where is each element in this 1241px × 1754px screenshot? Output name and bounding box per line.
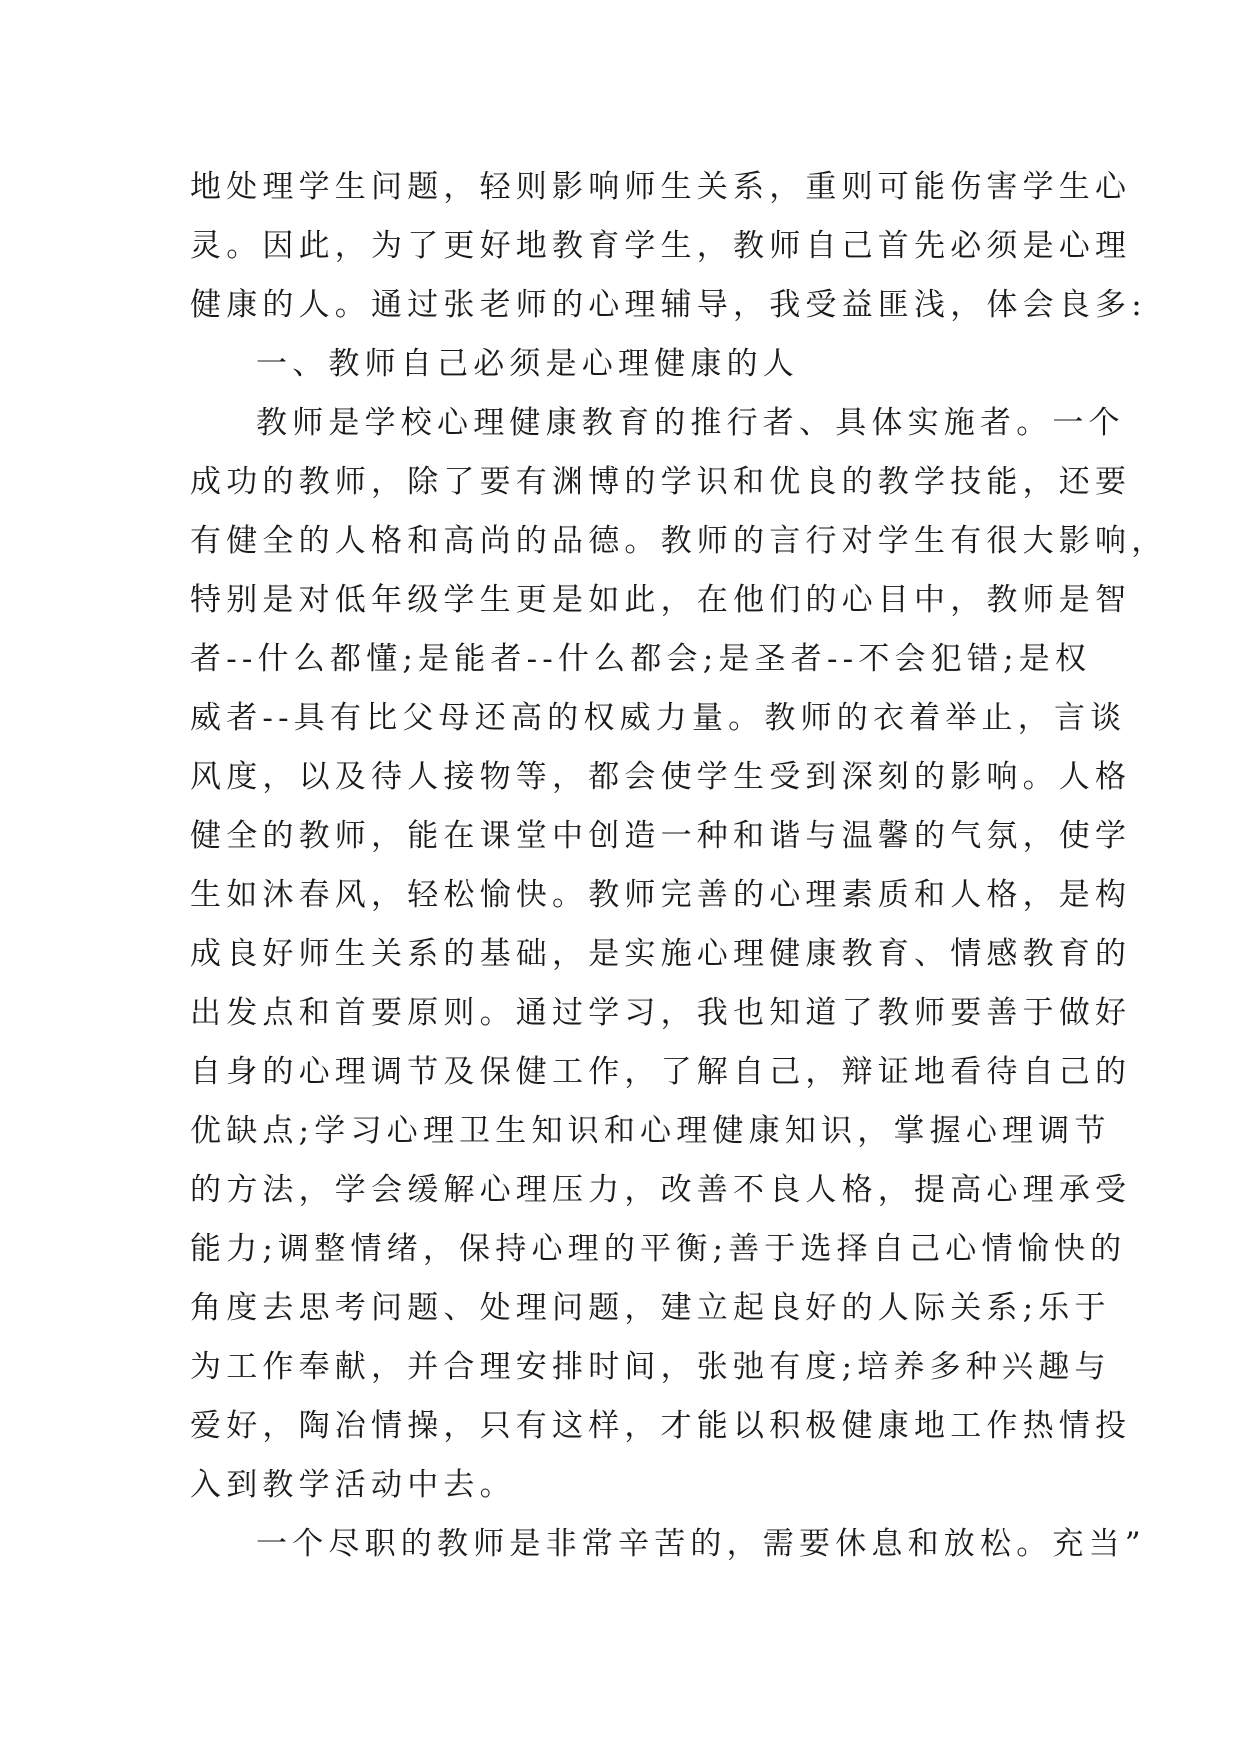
text-line: 生如沐春风，轻松愉快。教师完善的心理素质和人格，是构 xyxy=(190,877,1132,913)
text-line: 者--什么都懂;是能者--什么都会;是圣者--不会犯错;是权 xyxy=(190,641,1092,677)
text-line: 一个尽职的教师是非常辛苦的，需要休息和放松。充当” xyxy=(256,1526,1146,1562)
text-line: 灵。因此，为了更好地教育学生，教师自己首先必须是心理 xyxy=(190,228,1132,264)
text-line: 爱好，陶冶情操，只有这样，才能以积极健康地工作热情投 xyxy=(190,1408,1132,1444)
text-line: 优缺点;学习心理卫生知识和心理健康知识，掌握心理调节 xyxy=(190,1113,1111,1149)
text-line: 威者--具有比父母还高的权威力量。教师的衣着举止，言谈 xyxy=(190,700,1127,736)
text-line: 为工作奉献，并合理安排时间，张弛有度;培养多种兴趣与 xyxy=(190,1349,1111,1385)
text-line: 角度去思考问题、处理问题，建立起良好的人际关系;乐于 xyxy=(190,1290,1111,1326)
text-line: 健全的教师，能在课堂中创造一种和谐与温馨的气氛，使学 xyxy=(190,818,1132,854)
section-heading: 一、教师自己必须是心理健康的人 xyxy=(256,346,799,382)
text-line: 地处理学生问题，轻则影响师生关系，重则可能伤害学生心 xyxy=(190,169,1132,205)
text-line: 有健全的人格和高尚的品德。教师的言行对学生有很大影响， xyxy=(190,523,1168,559)
text-line: 的方法，学会缓解心理压力，改善不良人格，提高心理承受 xyxy=(190,1172,1132,1208)
text-line: 特别是对低年级学生更是如此，在他们的心目中，教师是智 xyxy=(190,582,1132,618)
body-text xyxy=(190,158,1168,1574)
text-line: 健康的人。通过张老师的心理辅导，我受益匪浅，体会良多: xyxy=(190,287,1147,323)
text-line: 出发点和首要原则。通过学习，我也知道了教师要善于做好 xyxy=(190,995,1132,1031)
text-line: 风度，以及待人接物等，都会使学生受到深刻的影响。人格 xyxy=(190,759,1132,795)
text-line: 教师是学校心理健康教育的推行者、具体实施者。一个 xyxy=(256,405,1125,441)
text-line: 入到教学活动中去。 xyxy=(190,1467,516,1503)
text-line: 能力;调整情绪，保持心理的平衡;善于选择自己心情愉快的 xyxy=(190,1231,1127,1267)
text-line: 成良好师生关系的基础，是实施心理健康教育、情感教育的 xyxy=(190,936,1132,972)
text-line: 成功的教师，除了要有渊博的学识和优良的教学技能，还要 xyxy=(190,464,1132,500)
text-line: 自身的心理调节及保健工作，了解自己，辩证地看待自己的 xyxy=(190,1054,1132,1090)
